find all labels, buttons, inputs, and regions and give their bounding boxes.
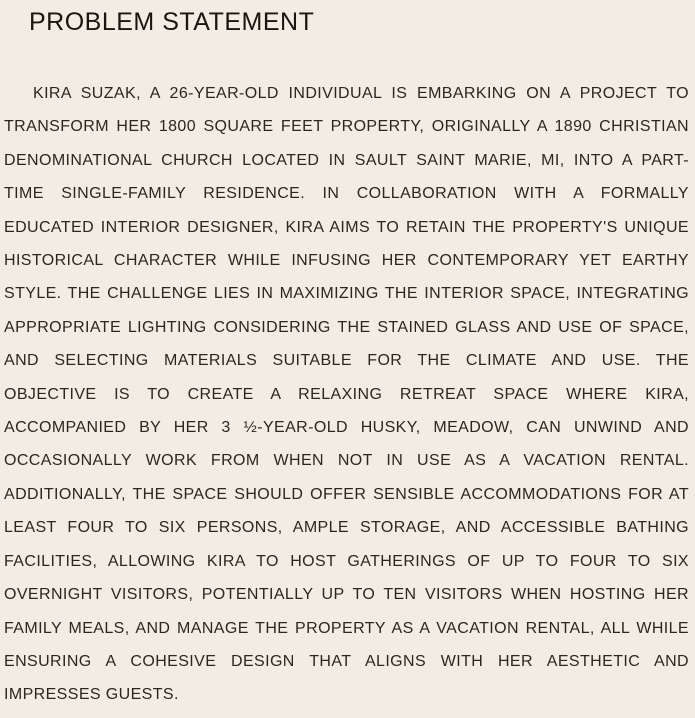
paragraph-line: FACILITIES, ALLOWING KIRA TO HOST GATHERINGS OF UP TO FOUR TO SIX [4,552,689,570]
paragraph-line: KIRA SUZAK, A 26-YEAR-OLD INDIVIDUAL IS EMBARKING ON A PROJECT TO [33,85,689,102]
paragraph-line: EDUCATED INTERIOR DESIGNER, KIRA AIMS TO RETAIN THE PROPERTY'S UNIQUE [4,218,689,236]
paragraph-line: APPROPRIATE LIGHTING CONSIDERING THE STAINED GLASS AND USE OF SPACE, [4,318,689,336]
paragraph-line: DENOMINATIONAL CHURCH LOCATED IN SAULT SAINT MARIE, MI, INTO A PART- [4,151,689,169]
paragraph-line: OVERNIGHT VISITORS, POTENTIALLY UP TO TEN VISITORS WHEN HOSTING HER [4,586,689,604]
paragraph-line: ENSURING A COHESIVE DESIGN THAT ALIGNS WITH HER AESTHETIC AND [4,652,689,670]
paragraph-line: OCCASIONALLY WORK FROM WHEN NOT IN USE AS A VACATION RENTAL. [4,452,689,470]
paragraph-line: TRANSFORM HER 1800 SQUARE FEET PROPERTY, ORIGINALLY A 1890 CHRISTIAN [4,118,689,136]
paragraph-line: LEAST FOUR TO SIX PERSONS, AMPLE STORAGE, AND ACCESSIBLE BATHING [4,519,689,537]
problem-statement-paragraph [4,77,689,712]
paragraph-line: ACCOMPANIED BY HER 3 ½-YEAR-OLD HUSKY, MEADOW, CAN UNWIND AND [4,419,689,437]
paragraph-line: STYLE. THE CHALLENGE LIES IN MAXIMIZING THE INTERIOR SPACE, INTEGRATING [4,285,689,303]
paragraph-line: AND SELECTING MATERIALS SUITABLE FOR THE CLIMATE AND USE. THE [4,352,689,370]
paragraph-line: TIME SINGLE-FAMILY RESIDENCE. IN COLLABORATION WITH A FORMALLY [4,185,689,203]
paragraph-line: FAMILY MEALS, AND MANAGE THE PROPERTY AS A VACATION RENTAL, ALL WHILE [4,619,689,637]
paragraph-line: HISTORICAL CHARACTER WHILE INFUSING HER CONTEMPORARY YET EARTHY [4,252,689,270]
page-title: PROBLEM STATEMENT [29,8,315,36]
paragraph-line: IMPRESSES GUESTS. [4,686,179,704]
paragraph-line: OBJECTIVE IS TO CREATE A RELAXING RETREAT SPACE WHERE KIRA, [4,385,689,403]
paragraph-line: ADDITIONALLY, THE SPACE SHOULD OFFER SENSIBLE ACCOMMODATIONS FOR AT [4,485,689,503]
